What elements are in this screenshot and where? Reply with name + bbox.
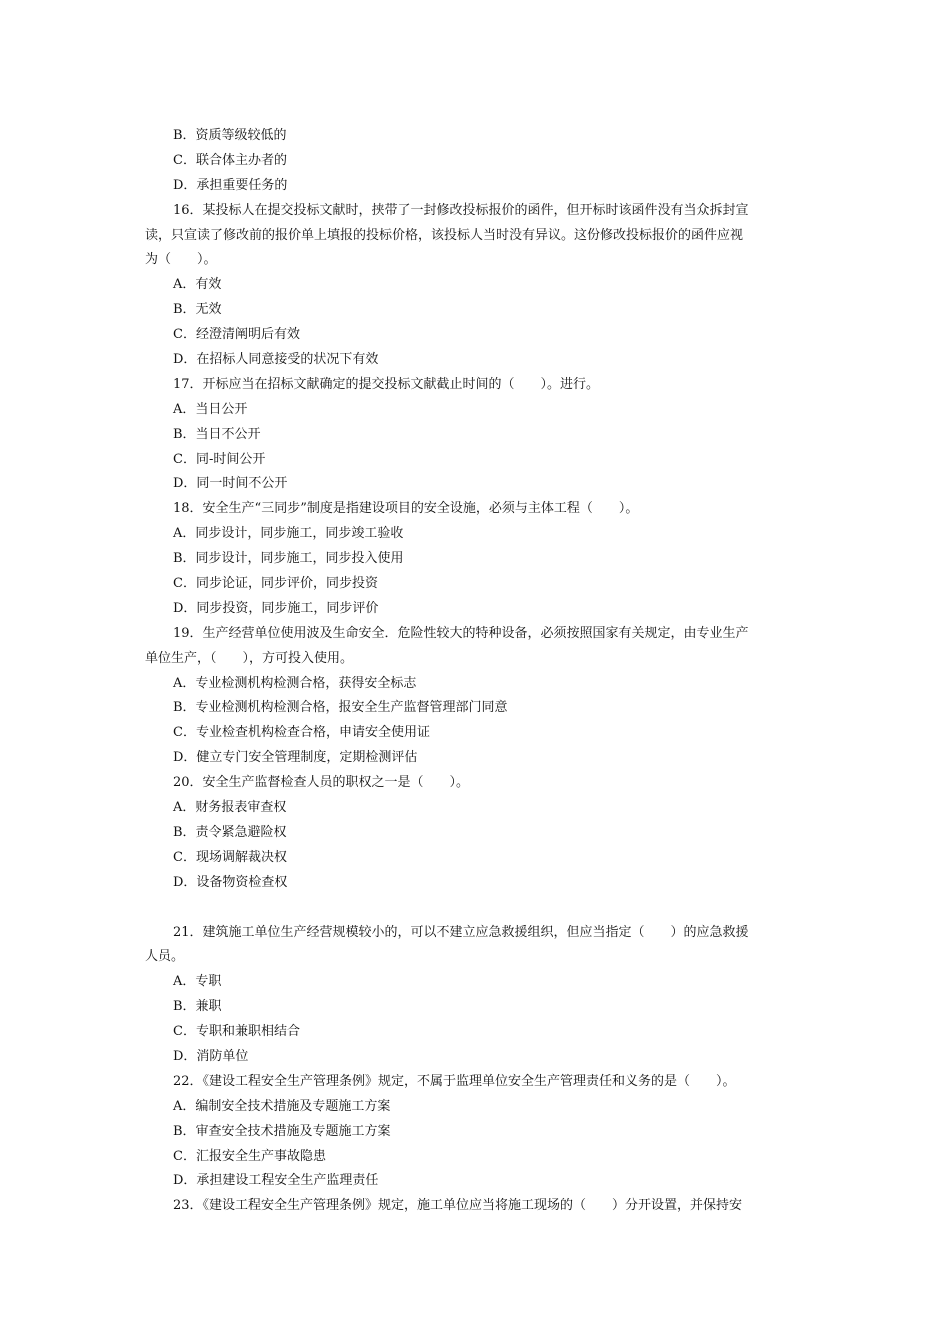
question-text-continued: 单位生产，（ ），方可投入使用。 <box>145 650 354 666</box>
question-text: 23．《建设工程安全生产管理条例》规定，施工单位应当将施工现场的（ ）分开设置，并保持安 <box>173 1198 743 1214</box>
answer-option: C．汇报安全生产事故隐患 <box>173 1148 326 1164</box>
answer-option: A．财务报表审查权 <box>173 800 287 816</box>
answer-option: C．现场调解裁决权 <box>173 849 287 865</box>
question-text-continued: 为（ ）。 <box>145 252 217 268</box>
answer-option: D．承担建设工程安全生产监理责任 <box>173 1173 379 1189</box>
answer-option: A．当日公开 <box>173 401 248 417</box>
answer-option: A．有效 <box>173 277 222 293</box>
question-text: 22．《建设工程安全生产管理条例》规定，不属于监理单位安全生产管理责任和义务的是（ ）。 <box>173 1073 736 1089</box>
answer-option: D．承担重要任务的 <box>173 177 288 193</box>
answer-option: D．消防单位 <box>173 1048 249 1064</box>
question-text: 19．生产经营单位使用波及生命安全．危险性较大的特种设备，必须按照国家有关规定，由专业生产 <box>173 625 749 641</box>
answer-option: C．专业检查机构检查合格，申请安全使用证 <box>173 725 430 741</box>
answer-option: A．编制安全技术措施及专题施工方案 <box>173 1098 391 1114</box>
answer-option: C．联合体主办者的 <box>173 152 287 168</box>
answer-option: B．同步设计，同步施工，同步投入使用 <box>173 551 404 567</box>
answer-option: D．同步投资，同步施工，同步评价 <box>173 600 379 616</box>
answer-option: A．专业检测机构检测合格，获得安全标志 <box>173 675 417 691</box>
answer-option: B．专业检测机构检测合格，报安全生产监督管理部门同意 <box>173 700 508 716</box>
answer-option: D．同一时间不公开 <box>173 476 288 492</box>
answer-option: B．当日不公开 <box>173 426 261 442</box>
answer-option: D．健立专门安全管理制度，定期检测评估 <box>173 750 418 766</box>
answer-option: D．设备物资检查权 <box>173 874 288 890</box>
answer-option: B．无效 <box>173 302 222 318</box>
question-text-continued: 人员。 <box>145 949 185 965</box>
answer-option: B．资质等级较低的 <box>173 128 287 143</box>
question-text: 16．某投标人在提交投标文献时，挟带了一封修改投标报价的函件，但开标时该函件没有当众拆封宣 <box>173 202 749 218</box>
answer-option: B．责令紧急避险权 <box>173 824 287 840</box>
question-text: 21．建筑施工单位生产经营规模较小的，可以不建立应急救援组织，但应当指定（ ）的应急救援 <box>173 924 749 940</box>
answer-option: C．同-时间公开 <box>173 451 266 467</box>
blank-line <box>145 896 807 921</box>
answer-option: D．在招标人同意接受的状况下有效 <box>173 352 379 368</box>
question-text-continued: 读，只宣读了修改前的报价单上填报的投标价格，该投标人当时没有异议。这份修改投标报价的函件应视 <box>145 227 744 243</box>
answer-option: A．同步设计，同步施工，同步竣工验收 <box>173 526 404 542</box>
answer-option: C．专职和兼职相结合 <box>173 1024 300 1040</box>
question-text: 17．开标应当在招标文献确定的提交投标文献截止时间的（ ）。进行。 <box>173 376 600 392</box>
answer-option: B．兼职 <box>173 999 222 1015</box>
question-text: 20．安全生产监督检查人员的职权之一是（ ）。 <box>173 775 470 791</box>
answer-option: B．审查安全技术措施及专题施工方案 <box>173 1123 391 1139</box>
question-text: 18．安全生产“三同步”制度是指建设项目的安全设施，必须与主体工程（ ）。 <box>173 501 639 517</box>
answer-option: A．专职 <box>173 974 222 990</box>
answer-option: C．经澄清阐明后有效 <box>173 327 300 343</box>
document-page <box>145 124 807 1219</box>
answer-option: C．同步论证，同步评价，同步投资 <box>173 576 378 592</box>
